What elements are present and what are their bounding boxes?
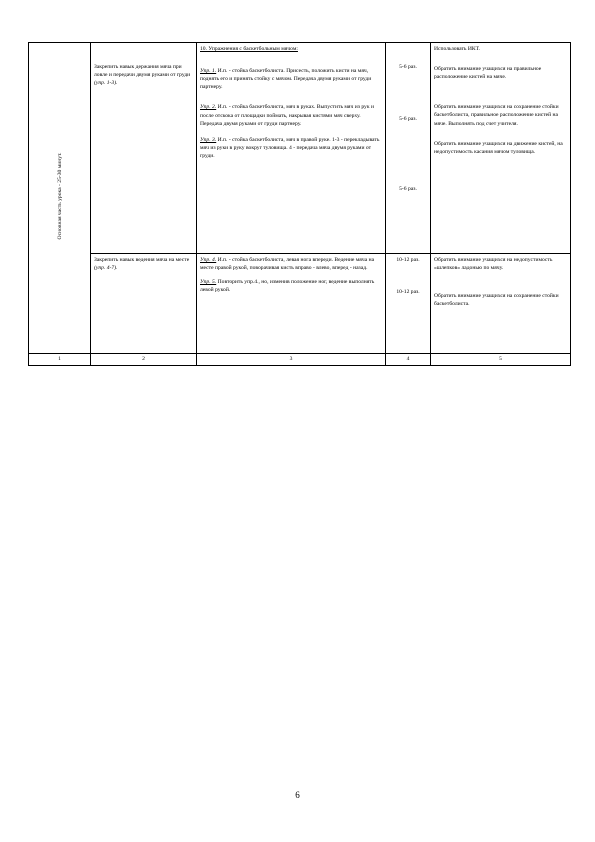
exercise-number: Упр. 2. <box>200 104 217 111</box>
exercise-text: И.п. - стойка баскетболиста, мяч в правой руке. 1-3 - перекладывать мяч из руки в руку вокруг туловища. 4 - передача мяча двумя руками от груди. <box>200 136 380 159</box>
table-row <box>29 43 571 254</box>
exercise-text: И.п. - стойка баскетболиста, левая нога впереди. Ведение мяча на месте правой рукой, поворачивая кисть вправо - влево, вперед - назад. <box>200 257 375 272</box>
note-text: Обратить внимание учащихся на движение кистей, на недопустимость касания мячом туловища. <box>434 140 563 155</box>
goal-text: Закрепить навык ведения мяча на месте <box>94 257 190 263</box>
goal-ref: (упр. 4-7). <box>94 265 118 272</box>
note-text: Обратить внимание учащихся на сохранение стойки баскетболиста, правильное расположение кистей на мяче. Выполнять под счет учителя. <box>434 104 559 127</box>
exercise-number: Упр. 4. <box>200 257 217 263</box>
exercise-number: Упр. 5. <box>200 279 217 286</box>
dosage-text: 5-6 раз. <box>399 186 417 193</box>
note-text: Обратить внимание учащихся на сохранение стойки баскетболиста. <box>434 293 559 308</box>
lesson-plan-table <box>28 42 571 366</box>
exercise-text: Повторить упр.4., но, изменив положение ног, ведение выполнять левой рукой. <box>200 279 375 294</box>
exercise-number: Упр. 1. <box>200 68 217 75</box>
exercise-text: И.п. - стойка баскетболиста, мяч в руках. Выпустить мяч из рук и после отскока от площадки поймать, накрывая кистями мяч сверху. Передача двумя руками от груди партнеру. <box>200 104 374 127</box>
exercise-cell <box>197 254 386 354</box>
column-number: 3 <box>197 354 386 366</box>
dosage-text: 10-12 раз. <box>396 257 420 263</box>
dosage-text: 5-6 раз. <box>399 64 417 70</box>
table-row <box>29 254 571 354</box>
goal-cell <box>91 43 197 254</box>
dosage-cell <box>386 254 431 354</box>
note-text: Обратить внимание учащихся на правильное расположение кистей на мяче. <box>434 66 542 81</box>
section-label: Основная часть урока - 25-30 минут. <box>56 152 63 239</box>
dosage-cell <box>386 43 431 254</box>
page-number: 6 <box>295 790 300 800</box>
goal-cell <box>91 254 197 354</box>
column-number: 5 <box>431 354 571 366</box>
exercise-cell <box>197 43 386 254</box>
note-cell <box>431 43 571 254</box>
note-header: Использовать ИКТ. <box>434 46 480 52</box>
note-text: Обратить внимание учащихся на недопустимость «шлепков» ладонью по мячу. <box>434 257 553 272</box>
exercise-header: 10. Упражнения с баскетбольным мячом: <box>200 46 298 52</box>
goal-text: Закрепить навык держания мяча при ловле и передачи двумя руками от груди <box>94 64 191 79</box>
column-number: 2 <box>91 354 197 366</box>
column-number: 4 <box>386 354 431 366</box>
dosage-text: 5-6 раз. <box>399 116 417 123</box>
exercise-number: Упр. 3. <box>200 136 217 143</box>
column-numbers-row <box>29 354 571 366</box>
column-number: 1 <box>29 354 91 366</box>
dosage-text: 10-12 раз. <box>396 289 420 296</box>
note-cell <box>431 254 571 354</box>
exercise-text: И.п. - стойка баскетболиста. Присесть, положить кисти на мяч, поднять его и принять стойку с мячом. Передача двумя руками от груди партнеру. <box>200 68 372 91</box>
goal-ref: (упр. 1-3). <box>94 80 118 87</box>
section-cell <box>29 43 91 354</box>
